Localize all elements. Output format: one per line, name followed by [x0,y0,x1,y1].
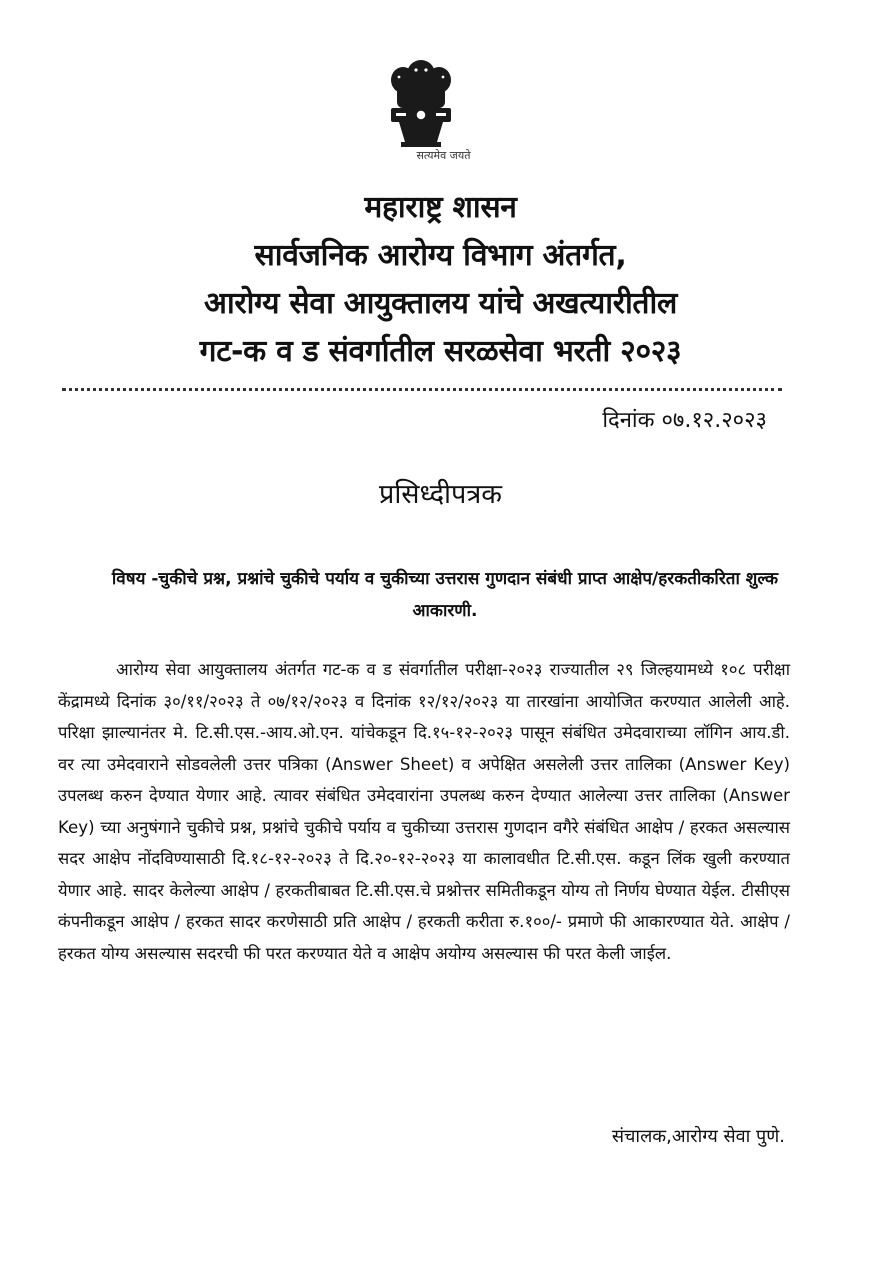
document-date: दिनांक ०७.१२.२०२३ [602,408,767,433]
subject-line: विषय -चुकीचे प्रश्न, प्रश्नांचे चुकीचे पर्याय व चुकीच्या उत्तरास गुणदान संबंधी प्राप्त आक्षेप/हरकतीकरिता शुल्क आकारणी. [111,569,779,621]
emblem-motto: सत्यमेव जयते [416,149,471,162]
body-paragraph: आरोग्य सेवा आयुक्तालय अंतर्गत गट-क व ड संवर्गातील परीक्षा-२०२३ राज्यातील २९ जिल्हयामध्ये १०८ परीक्षा केंद्रामध्ये दिनांक ३०/११/२०२३ ते ०७/१२/२०२३ व दिनांक १२/१२/२०२३ या तारखांना आयोजित करण्यात आलेली आहे. परिक्षा झाल्यानंतर मे. टि.सी.एस.-आय.ओ.एन. यांचेकडून दि.१५-१२-२०२३ पासून संबंधित उमेदवाराच्या लॉगिन आय.डी. वर त्या उमेदवाराने सोडवलेली उत्तर पत्रिका (Answer Sheet) व अपेक्षित असलेली उत्तर तालिका (Answer Key) उपलब्ध करुन देण्यात येणार आहे. त्यावर संबंधित उमेदवारांना उपलब्ध करुन देण्यात आलेल्या उत्तर तालिका (Answer Key) च्या अनुषंगाने चुकीचे प्रश्न, प्रश्नांचे चुकीचे पर्याय व चुकीच्या उत्तरास गुणदान वगैरे संबंधित आक्षेप / हरकत असल्यास सदर आक्षेप नोंदविण्यासाठी दि.१८-१२-२०२३ ते दि.२०-१२-२०२३ या कालावधीत टि.सी.एस. कडून लिंक खुली करण्यात येणार आहे. सादर केलेल्या आक्षेप / हरकतीबाबत टि.सी.एस.चे प्रश्नोत्तर समितीकडून योग्य तो निर्णय घेण्यात येईल. टीसीएस कंपनीकडून आक्षेप / हरकत सादर करणेसाठी प्रति आक्षेप / हरकती करीता रु.१००/- प्रमाणे फी आकारण्यात येते. आक्षेप / हरकत योग्य असल्यास सदरची फी परत करण्यात येते व आक्षेप अयोग्य असल्यास फी परत केली जाईल. [58,660,790,963]
dotted-divider [62,388,782,391]
letterhead-title [0,184,881,376]
title-line-commissionerate: आरोग्य सेवा आयुक्तालय यांचे अखत्यारीतील [203,286,678,321]
press-release-heading: प्रसिध्दीपत्रक [378,479,503,510]
title-line-department: सार्वजनिक आरोग्य विभाग अंतर्गत, [254,238,627,273]
title-line-recruitment: गट-क व ड संवर्गातील सरळसेवा भरती २०२३ [199,334,682,369]
signatory: संचालक,आरोग्य सेवा पुणे. [611,1126,785,1147]
title-line-government: महाराष्ट्र शासन [364,190,517,225]
